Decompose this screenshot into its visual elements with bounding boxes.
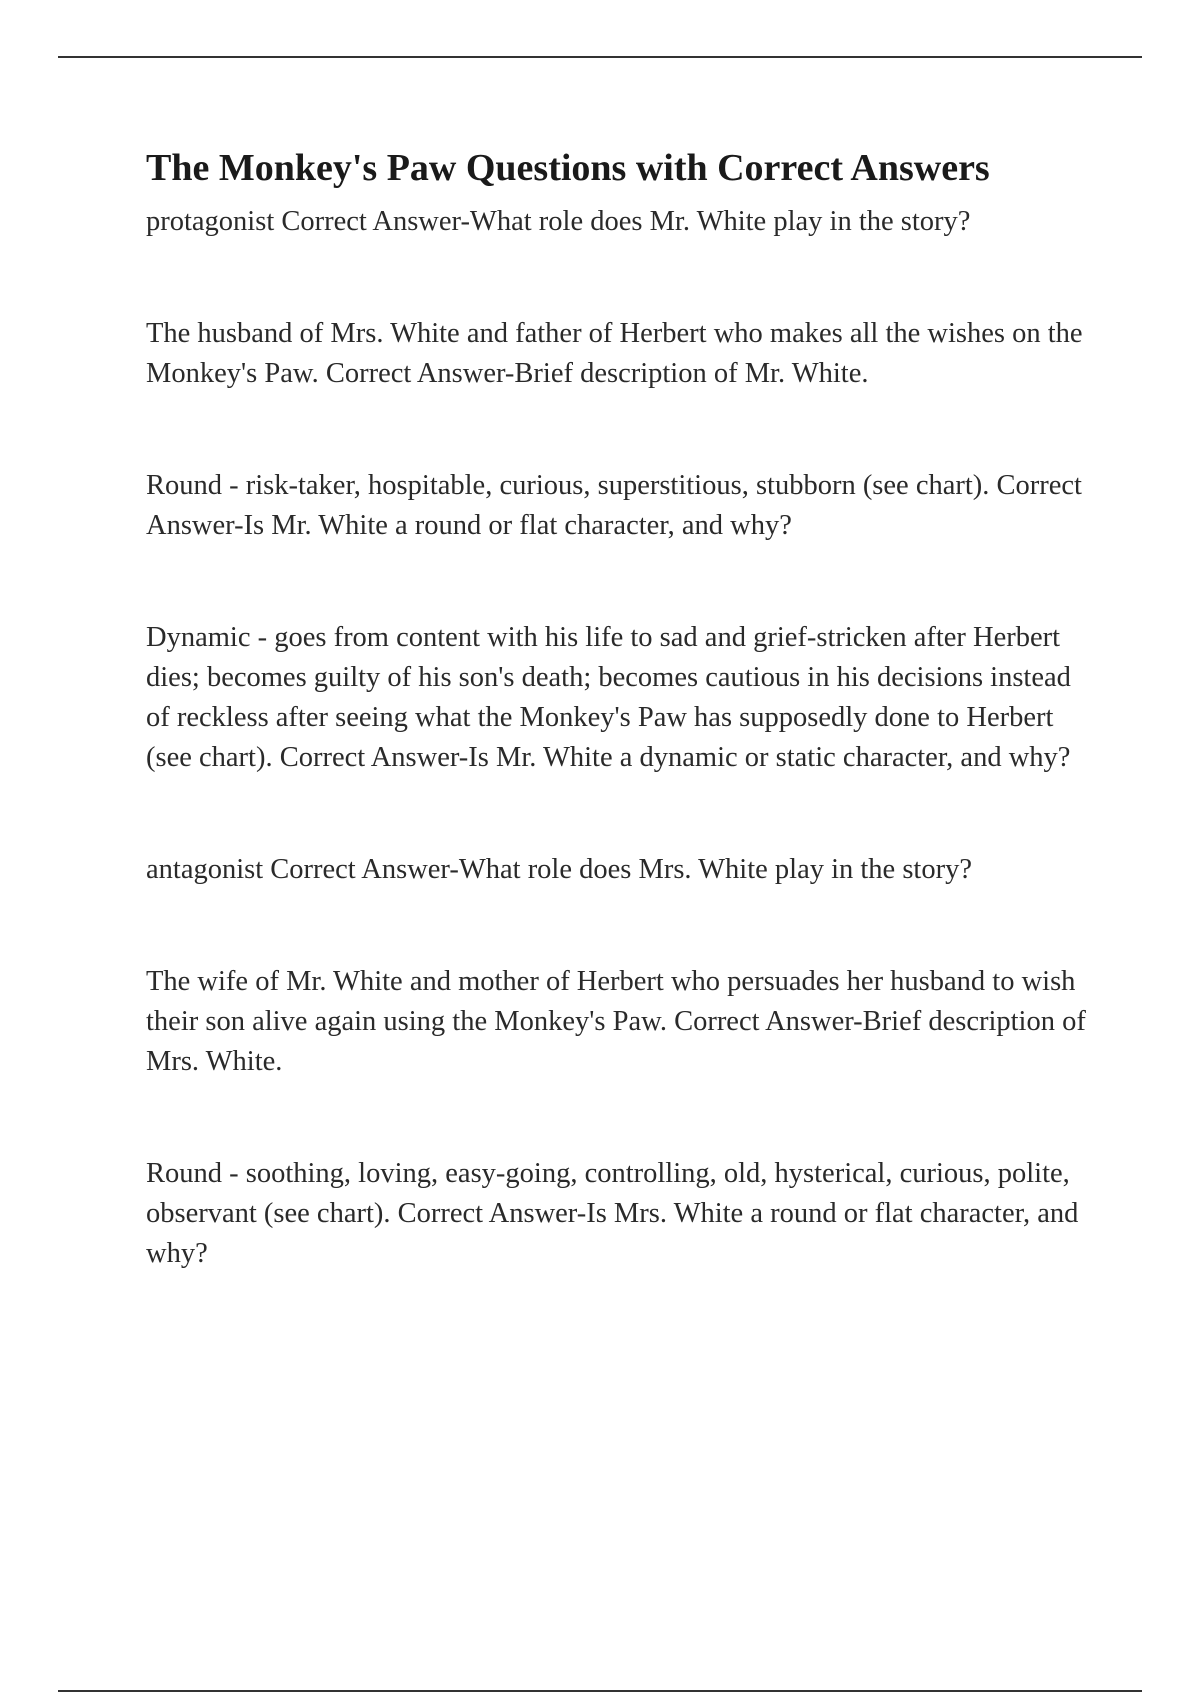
qa-entry: protagonist Correct Answer-What role does Mr. White play in the story?: [146, 206, 971, 237]
qa-entry: The wife of Mr. White and mother of Herbert who persuades her husband to wish their son alive again using the Monkey's Paw. Correct Answer-Brief description of Mrs. White.: [146, 966, 1086, 1077]
qa-entry: The husband of Mrs. White and father of Herbert who makes all the wishes on the Monkey's Paw. Correct Answer-Brief description of Mr. White.: [146, 318, 1083, 389]
footer-rule: [58, 1690, 1142, 1692]
qa-entry: antagonist Correct Answer-What role does Mrs. White play in the story?: [146, 854, 972, 885]
qa-entry: Round - soothing, loving, easy-going, controlling, old, hysterical, curious, polite, observant (see chart). Correct Answer-Is Mrs. White a round or flat character, and why?: [146, 1158, 1079, 1269]
document-body: [146, 142, 1096, 1346]
qa-entry: Round - risk-taker, hospitable, curious, superstitious, stubborn (see chart). Correct Answer-Is Mr. White a round or flat character, and why?: [146, 470, 1082, 541]
document-title: The Monkey's Paw Questions with Correct Answers: [146, 147, 990, 189]
header-rule: [58, 56, 1142, 58]
qa-entry: Dynamic - goes from content with his life to sad and grief-stricken after Herbert dies; becomes guilty of his son's death; becomes cautious in his decisions instead of reckless after seeing what the Monkey's Paw has supposedly done to Herbert (see chart). Correct Answer-Is Mr. White a dynamic or static character, and why?: [146, 622, 1071, 773]
qa-list: [146, 202, 1096, 1274]
